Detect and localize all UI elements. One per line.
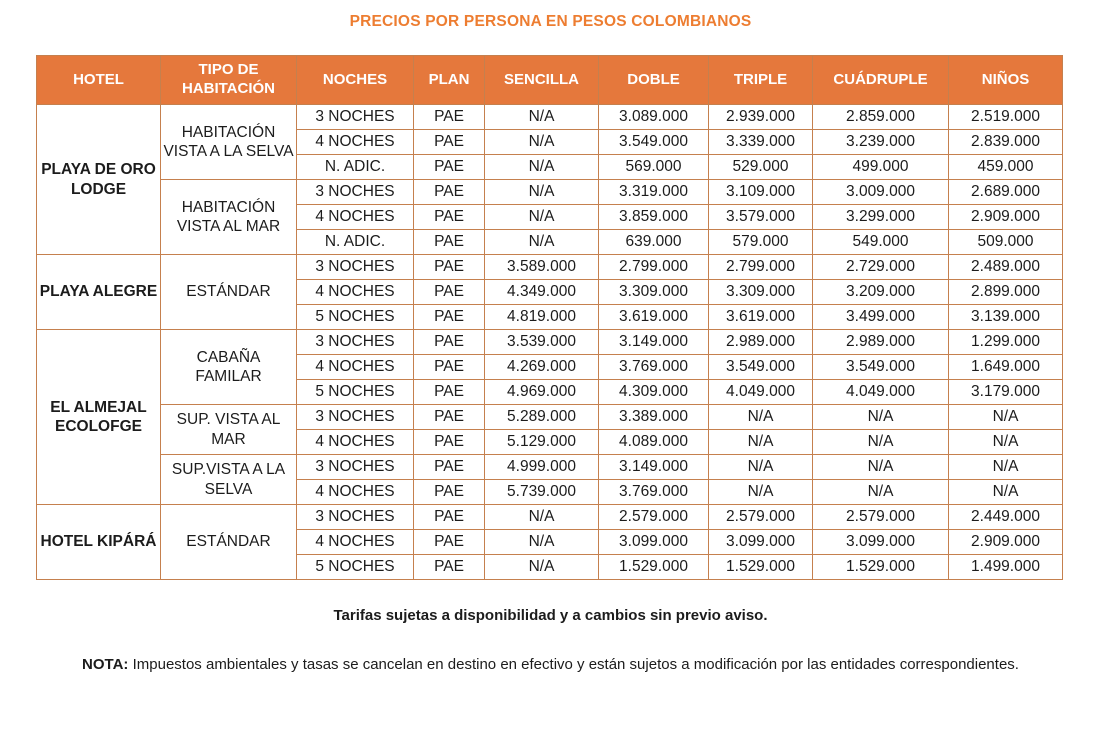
price-triple-cell: 3.109.000 — [709, 180, 813, 205]
price-ninos-cell: 1.649.000 — [949, 355, 1063, 380]
price-cuadruple-cell: N/A — [813, 455, 949, 480]
plan-cell: PAE — [414, 430, 485, 455]
price-cuadruple-cell: 1.529.000 — [813, 555, 949, 580]
price-sencilla-cell: 4.999.000 — [485, 455, 599, 480]
price-doble-cell: 3.099.000 — [599, 530, 709, 555]
price-cuadruple-cell: 3.099.000 — [813, 530, 949, 555]
price-cuadruple-cell: 2.859.000 — [813, 105, 949, 130]
price-triple-cell: 1.529.000 — [709, 555, 813, 580]
nights-cell: 4 NOCHES — [297, 480, 414, 505]
price-triple-cell: N/A — [709, 430, 813, 455]
hotel-name-cell: PLAYA DE ORO LODGE — [37, 105, 161, 255]
price-triple-cell: 3.549.000 — [709, 355, 813, 380]
price-triple-cell: N/A — [709, 405, 813, 430]
plan-cell: PAE — [414, 105, 485, 130]
column-header: CUÁDRUPLE — [813, 56, 949, 105]
nights-cell: 5 NOCHES — [297, 305, 414, 330]
price-doble-cell: 3.089.000 — [599, 105, 709, 130]
price-cuadruple-cell: 549.000 — [813, 230, 949, 255]
price-sencilla-cell: N/A — [485, 530, 599, 555]
price-sencilla-cell: N/A — [485, 105, 599, 130]
nights-cell: 4 NOCHES — [297, 430, 414, 455]
column-header: NIÑOS — [949, 56, 1063, 105]
nights-cell: 3 NOCHES — [297, 455, 414, 480]
price-cuadruple-cell: 2.729.000 — [813, 255, 949, 280]
nights-cell: 4 NOCHES — [297, 130, 414, 155]
table-row — [37, 405, 1063, 430]
table-body — [37, 105, 1063, 580]
price-ninos-cell: 2.449.000 — [949, 505, 1063, 530]
price-ninos-cell: 509.000 — [949, 230, 1063, 255]
price-doble-cell: 3.319.000 — [599, 180, 709, 205]
nights-cell: 5 NOCHES — [297, 380, 414, 405]
price-triple-cell: 2.799.000 — [709, 255, 813, 280]
plan-cell: PAE — [414, 280, 485, 305]
price-doble-cell: 3.149.000 — [599, 455, 709, 480]
column-header: TIPO DE HABITACIÓN — [161, 56, 297, 105]
price-doble-cell: 2.579.000 — [599, 505, 709, 530]
price-ninos-cell: 2.839.000 — [949, 130, 1063, 155]
nights-cell: 4 NOCHES — [297, 355, 414, 380]
table-row — [37, 105, 1063, 130]
nota-label: NOTA: — [82, 656, 129, 673]
plan-cell: PAE — [414, 155, 485, 180]
plan-cell: PAE — [414, 205, 485, 230]
nights-cell: N. ADIC. — [297, 155, 414, 180]
price-ninos-cell: N/A — [949, 405, 1063, 430]
plan-cell: PAE — [414, 505, 485, 530]
price-doble-cell: 3.619.000 — [599, 305, 709, 330]
price-triple-cell: 579.000 — [709, 230, 813, 255]
price-triple-cell: 529.000 — [709, 155, 813, 180]
price-ninos-cell: N/A — [949, 480, 1063, 505]
price-ninos-cell: 3.139.000 — [949, 305, 1063, 330]
price-ninos-cell: N/A — [949, 455, 1063, 480]
column-header: HOTEL — [37, 56, 161, 105]
plan-cell: PAE — [414, 180, 485, 205]
price-sencilla-cell: 4.969.000 — [485, 380, 599, 405]
plan-cell: PAE — [414, 480, 485, 505]
hotel-name-cell: HOTEL KIPÁRÁ — [37, 505, 161, 580]
table-row — [37, 255, 1063, 280]
price-cuadruple-cell: 2.579.000 — [813, 505, 949, 530]
nights-cell: 3 NOCHES — [297, 505, 414, 530]
column-header: NOCHES — [297, 56, 414, 105]
room-type-cell: ESTÁNDAR — [161, 255, 297, 330]
nights-cell: 3 NOCHES — [297, 330, 414, 355]
price-doble-cell: 3.769.000 — [599, 480, 709, 505]
price-doble-cell: 3.309.000 — [599, 280, 709, 305]
price-triple-cell: 3.339.000 — [709, 130, 813, 155]
price-triple-cell: 3.619.000 — [709, 305, 813, 330]
price-sencilla-cell: N/A — [485, 180, 599, 205]
price-doble-cell: 2.799.000 — [599, 255, 709, 280]
price-cuadruple-cell: N/A — [813, 430, 949, 455]
price-sencilla-cell: 4.819.000 — [485, 305, 599, 330]
column-header: DOBLE — [599, 56, 709, 105]
room-type-cell: SUP.VISTA A LA SELVA — [161, 455, 297, 505]
nights-cell: 3 NOCHES — [297, 105, 414, 130]
hotel-name-cell: PLAYA ALEGRE — [37, 255, 161, 330]
price-ninos-cell: 2.899.000 — [949, 280, 1063, 305]
price-triple-cell: 3.099.000 — [709, 530, 813, 555]
plan-cell: PAE — [414, 255, 485, 280]
price-sencilla-cell: 4.269.000 — [485, 355, 599, 380]
price-triple-cell: N/A — [709, 480, 813, 505]
plan-cell: PAE — [414, 530, 485, 555]
price-triple-cell: 3.309.000 — [709, 280, 813, 305]
price-ninos-cell: 3.179.000 — [949, 380, 1063, 405]
plan-cell: PAE — [414, 380, 485, 405]
price-ninos-cell: 1.499.000 — [949, 555, 1063, 580]
nights-cell: 5 NOCHES — [297, 555, 414, 580]
price-sencilla-cell: 3.539.000 — [485, 330, 599, 355]
plan-cell: PAE — [414, 355, 485, 380]
nights-cell: 4 NOCHES — [297, 280, 414, 305]
price-cuadruple-cell: 3.239.000 — [813, 130, 949, 155]
price-sencilla-cell: 3.589.000 — [485, 255, 599, 280]
plan-cell: PAE — [414, 405, 485, 430]
price-sencilla-cell: N/A — [485, 505, 599, 530]
price-cuadruple-cell: 499.000 — [813, 155, 949, 180]
price-doble-cell: 639.000 — [599, 230, 709, 255]
price-cuadruple-cell: N/A — [813, 405, 949, 430]
price-cuadruple-cell: 2.989.000 — [813, 330, 949, 355]
price-sencilla-cell: N/A — [485, 555, 599, 580]
table-header — [37, 56, 1063, 105]
nights-cell: 3 NOCHES — [297, 405, 414, 430]
room-type-cell: CABAÑA FAMILAR — [161, 330, 297, 405]
hotel-name-cell: EL ALMEJAL ECOLOFGE — [37, 330, 161, 505]
price-ninos-cell: 2.689.000 — [949, 180, 1063, 205]
plan-cell: PAE — [414, 455, 485, 480]
price-sencilla-cell: 5.289.000 — [485, 405, 599, 430]
plan-cell: PAE — [414, 230, 485, 255]
nights-cell: 3 NOCHES — [297, 255, 414, 280]
table-row — [37, 455, 1063, 480]
price-doble-cell: 4.089.000 — [599, 430, 709, 455]
plan-cell: PAE — [414, 330, 485, 355]
price-ninos-cell: 1.299.000 — [949, 330, 1063, 355]
price-triple-cell: 4.049.000 — [709, 380, 813, 405]
price-ninos-cell: N/A — [949, 430, 1063, 455]
price-doble-cell: 569.000 — [599, 155, 709, 180]
price-triple-cell: N/A — [709, 455, 813, 480]
nights-cell: 3 NOCHES — [297, 180, 414, 205]
plan-cell: PAE — [414, 305, 485, 330]
price-doble-cell: 3.389.000 — [599, 405, 709, 430]
price-doble-cell: 3.549.000 — [599, 130, 709, 155]
nights-cell: N. ADIC. — [297, 230, 414, 255]
price-triple-cell: 2.579.000 — [709, 505, 813, 530]
plan-cell: PAE — [414, 555, 485, 580]
price-cuadruple-cell: 3.009.000 — [813, 180, 949, 205]
column-header: TRIPLE — [709, 56, 813, 105]
nota-paragraph — [56, 654, 1046, 677]
price-doble-cell: 3.859.000 — [599, 205, 709, 230]
nights-cell: 4 NOCHES — [297, 530, 414, 555]
nights-cell: 4 NOCHES — [297, 205, 414, 230]
price-ninos-cell: 2.489.000 — [949, 255, 1063, 280]
plan-cell: PAE — [414, 130, 485, 155]
table-row — [37, 180, 1063, 205]
price-cuadruple-cell: 3.499.000 — [813, 305, 949, 330]
prices-table — [36, 55, 1063, 580]
price-doble-cell: 4.309.000 — [599, 380, 709, 405]
price-ninos-cell: 2.909.000 — [949, 530, 1063, 555]
price-sencilla-cell: N/A — [485, 230, 599, 255]
availability-note: Tarifas sujetas a disponibilidad y a cambios sin previo aviso. — [333, 607, 768, 624]
price-doble-cell: 3.769.000 — [599, 355, 709, 380]
price-sencilla-cell: N/A — [485, 155, 599, 180]
price-doble-cell: 1.529.000 — [599, 555, 709, 580]
price-sencilla-cell: 5.129.000 — [485, 430, 599, 455]
table-row — [37, 330, 1063, 355]
price-cuadruple-cell: 3.209.000 — [813, 280, 949, 305]
price-ninos-cell: 2.519.000 — [949, 105, 1063, 130]
room-type-cell: HABITACIÓN VISTA A LA SELVA — [161, 105, 297, 180]
column-header: SENCILLA — [485, 56, 599, 105]
price-sencilla-cell: 5.739.000 — [485, 480, 599, 505]
room-type-cell: ESTÁNDAR — [161, 505, 297, 580]
price-doble-cell: 3.149.000 — [599, 330, 709, 355]
table-row — [37, 505, 1063, 530]
price-triple-cell: 3.579.000 — [709, 205, 813, 230]
price-sencilla-cell: N/A — [485, 205, 599, 230]
page-title: PRECIOS POR PERSONA EN PESOS COLOMBIANOS — [349, 13, 752, 30]
header-row — [37, 56, 1063, 105]
price-triple-cell: 2.989.000 — [709, 330, 813, 355]
price-ninos-cell: 459.000 — [949, 155, 1063, 180]
price-sencilla-cell: 4.349.000 — [485, 280, 599, 305]
price-cuadruple-cell: N/A — [813, 480, 949, 505]
price-cuadruple-cell: 4.049.000 — [813, 380, 949, 405]
price-triple-cell: 2.939.000 — [709, 105, 813, 130]
price-ninos-cell: 2.909.000 — [949, 205, 1063, 230]
nota-text: Impuestos ambientales y tasas se cancelan en destino en efectivo y están sujetos a modificación por las entidades correspondientes. — [128, 656, 1019, 673]
price-sencilla-cell: N/A — [485, 130, 599, 155]
room-type-cell: HABITACIÓN VISTA AL MAR — [161, 180, 297, 255]
column-header: PLAN — [414, 56, 485, 105]
price-cuadruple-cell: 3.299.000 — [813, 205, 949, 230]
room-type-cell: SUP. VISTA AL MAR — [161, 405, 297, 455]
price-cuadruple-cell: 3.549.000 — [813, 355, 949, 380]
